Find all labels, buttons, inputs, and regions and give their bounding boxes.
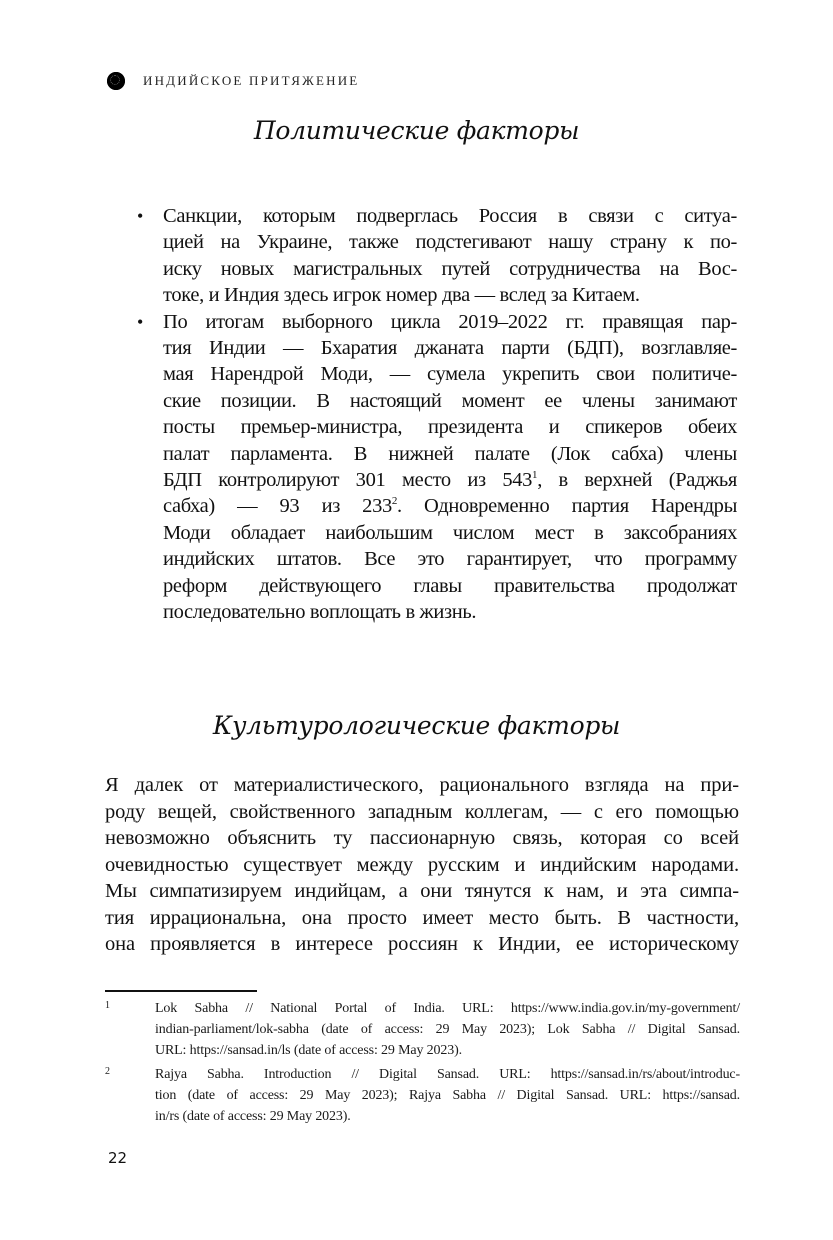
text-line: Я далек от материалистического, рационального взгляда на при- (105, 774, 739, 796)
section-heading-political: Политические факторы (253, 116, 580, 145)
footnote-line[interactable]: Rajya Sabha. Introduction // Digital Sansad. URL: https://sansad.in/rs/about/introduc- (155, 1067, 740, 1083)
footnote-number: 1 (105, 1000, 110, 1011)
footnote-1 (105, 999, 740, 1061)
text-line: мая Нарендрой Моди, — сумела укрепить свои политиче- (163, 363, 737, 386)
text-line: ские позиции. В настоящий момент ее члены занимают (163, 389, 737, 412)
filled-circle-icon (107, 72, 125, 90)
footnote-line[interactable]: URL: https://sansad.in/ls (date of access: 29 May 2023). (155, 1042, 462, 1058)
text-line-with-footnote (163, 467, 737, 493)
footnote-ref-2[interactable]: 2 (391, 495, 398, 508)
text-fragment: БДП контролируют 301 место из 543 (163, 469, 533, 492)
text-line: токе, и Индия здесь игрок номер два — вслед за Китаем. (163, 284, 640, 307)
footnote-2 (105, 1065, 740, 1127)
text-fragment: сабха) — 93 из 233 (163, 495, 392, 518)
text-line: тия иррациональна, она просто имеет место быть. В частности, (105, 906, 739, 929)
text-line: очевидностью существует между русским и индийским народами. (105, 853, 739, 876)
bullet-icon: • (137, 206, 143, 226)
text-line: цией на Украине, также подстегивают нашу страну к по- (163, 231, 737, 254)
footnotes (105, 999, 740, 1132)
cultural-factors-paragraph (105, 772, 739, 958)
political-factors-list (137, 203, 737, 626)
text-line: иску новых магистральных путей сотрудничества на Вос- (163, 257, 737, 280)
text-line: индийских штатов. Все это гарантирует, что программу (163, 548, 737, 571)
footnote-line[interactable]: indian-parliament/lok-sabha (date of access: 29 May 2023); Lok Sabha // Digital Sansad. (155, 1021, 740, 1037)
text-line: Моди обладает наибольшим числом мест в заксобраниях (163, 521, 737, 544)
running-header-title: ИНДИЙСКОЕ ПРИТЯЖЕНИЕ (143, 73, 360, 88)
running-header (107, 72, 359, 90)
bullet-icon: • (137, 311, 143, 332)
text-line: последовательно воплощать в жизнь. (163, 601, 477, 624)
text-line: реформ действующего главы правительства продолжат (163, 574, 737, 597)
text-fragment: . Одновременно партия Нарендры (397, 495, 738, 518)
list-item (137, 309, 737, 626)
footnote-ref-1[interactable]: 1 (532, 469, 538, 482)
text-line: палат парламента. В нижней палате (Лок сабха) члены (163, 442, 737, 465)
footnote-line[interactable]: in/rs (date of access: 29 May 2023). (155, 1108, 351, 1124)
text-fragment: , в верхней (Раджья (537, 469, 737, 492)
text-line: она проявляется в интересе россиян к Индии, ее историческому (105, 933, 739, 955)
text-line: Мы симпатизируем индийцам, а они тянутся к нам, и эта симпа- (105, 880, 739, 902)
text-line: роду вещей, свойственного западным коллегам, — с его помощью (105, 800, 739, 823)
footnote-line[interactable]: Lok Sabha // National Portal of India. URL: https://www.india.gov.in/my-government/ (155, 1001, 740, 1016)
footnote-divider (105, 990, 257, 992)
text-line: невозможно объяснить ту пассионарную связь, которая со всей (105, 827, 739, 849)
footnote-number: 2 (105, 1066, 110, 1078)
text-line: Санкции, которым подверглась Россия в связи с ситуа- (163, 205, 737, 227)
text-line: посты премьер-министра, президента и спикеров обеих (163, 416, 737, 439)
text-line: тия Индии — Бхаратия джаната парти (БДП), возглавляе- (163, 337, 737, 360)
footnote-line[interactable]: tion (date of access: 29 May 2023); Rajya Sabha // Digital Sansad. URL: https://sansad. (155, 1088, 740, 1104)
text-line-with-footnote (163, 493, 737, 519)
page-number: 22 (108, 1149, 128, 1167)
text-line: По итогам выборного цикла 2019–2022 гг. правящая пар- (163, 310, 737, 333)
list-item (137, 203, 737, 309)
section-heading-cultural: Культурологические факторы (212, 711, 621, 740)
